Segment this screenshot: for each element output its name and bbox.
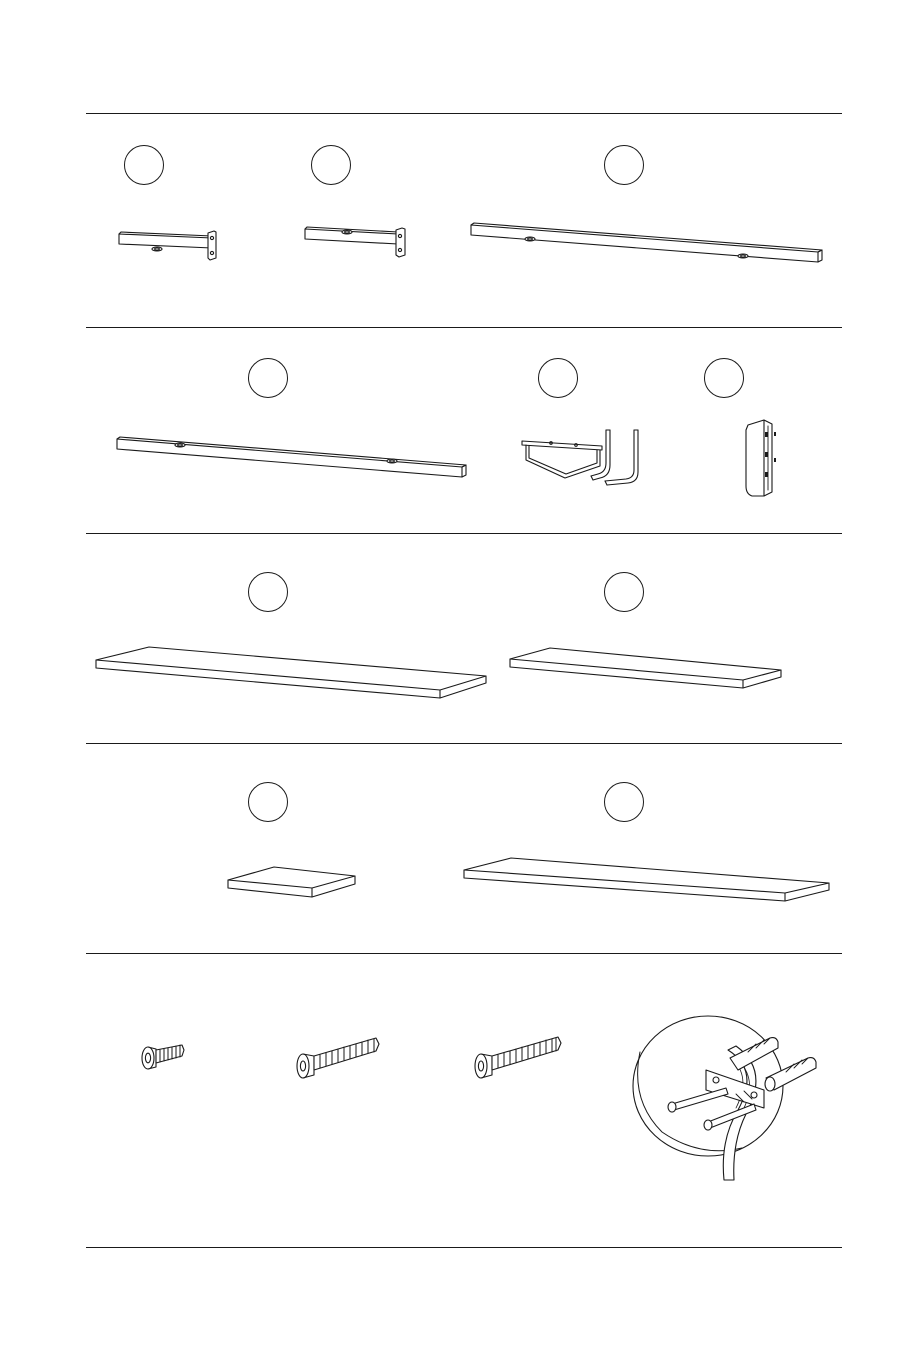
bracket-rail-icon (119, 231, 216, 260)
shelf-board-icon (510, 648, 781, 688)
bracket-rail-icon (305, 227, 405, 257)
shelf-board-icon (464, 858, 829, 901)
screw-icon (475, 1037, 561, 1078)
wall-anchor-icon (633, 1016, 816, 1180)
screw-icon (297, 1038, 379, 1078)
long-rail-icon (117, 437, 466, 477)
wall-clip-icon (746, 420, 776, 496)
long-rail-icon (471, 223, 822, 262)
hex-key-icon (522, 430, 638, 485)
panel-icon (228, 867, 355, 897)
shelf-board-icon (96, 647, 486, 698)
screw-icon (142, 1045, 184, 1069)
